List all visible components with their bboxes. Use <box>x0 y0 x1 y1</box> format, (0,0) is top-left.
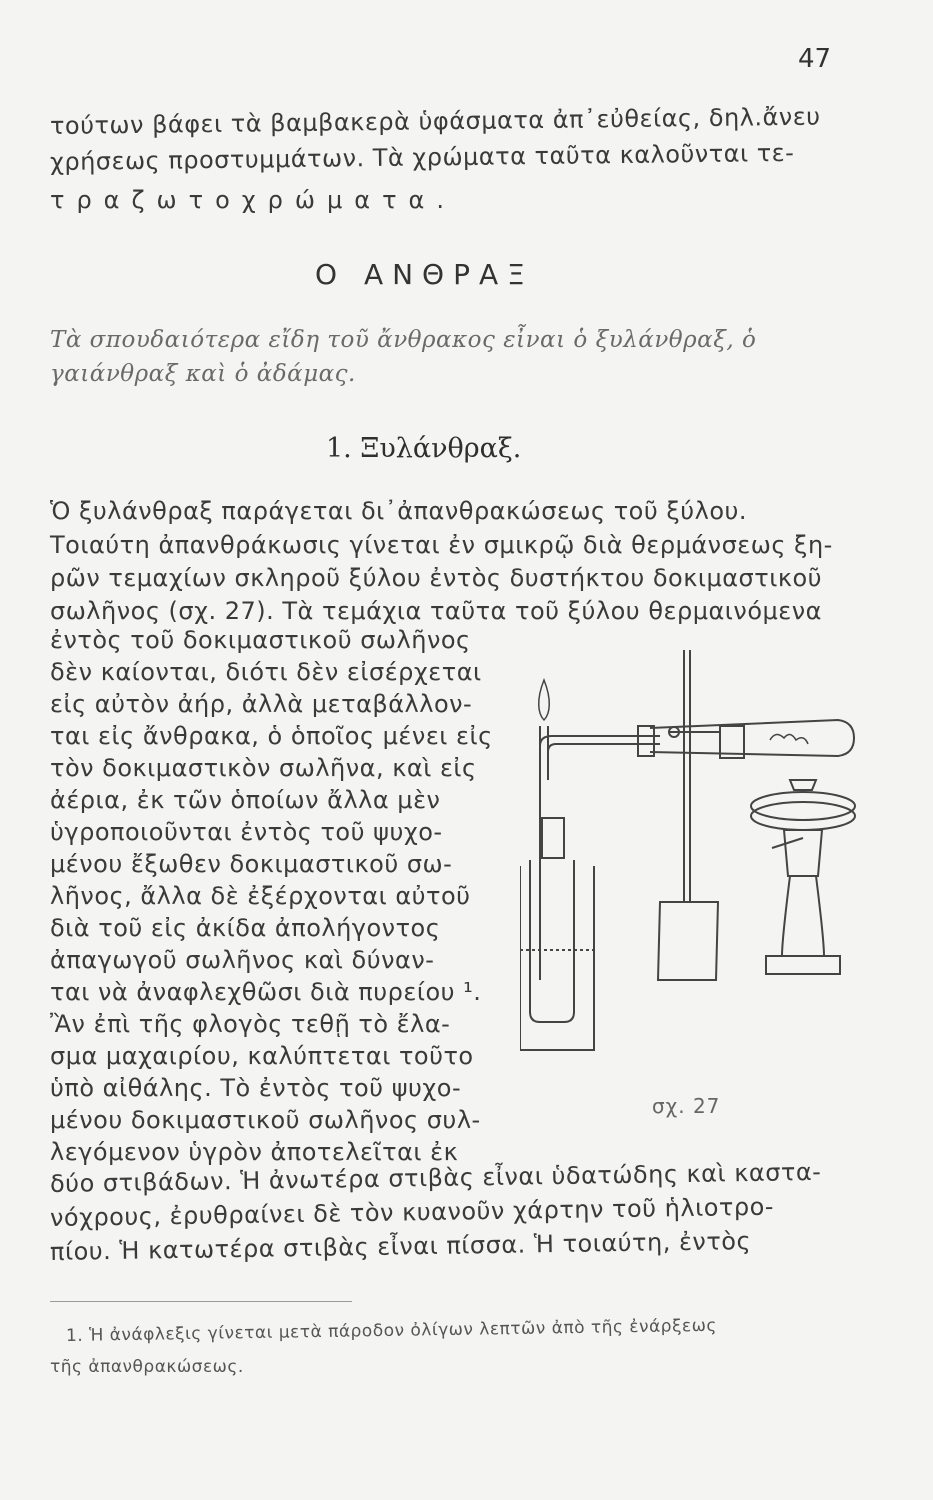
section-heading: Ο ΑΝΘΡΑΞ <box>315 258 534 291</box>
summary-line: γαιάνθραξ καὶ ὁ ἀδάμας. <box>50 361 356 387</box>
body-line: λῆνος, ἄλλα δὲ ἐξέρχονται αὐτοῦ <box>50 882 471 910</box>
body-line: ἀπαγωγοῦ σωλῆνος καὶ δύναν- <box>50 946 435 974</box>
body-line: ὑγροποιοῦνται ἐντὸς τοῦ ψυχο- <box>50 818 443 846</box>
page-number: 47 <box>798 44 832 74</box>
body-line: λεγόμενον ὑγρὸν ἀποτελεῖται ἐκ <box>50 1138 459 1166</box>
body-line: ται νὰ ἀναφλεχθῶσι διὰ πυρείου ¹. <box>50 978 482 1006</box>
subsection-heading: 1. Ξυλάνθραξ. <box>326 433 522 464</box>
intro-line: τούτων βάφει τὰ βαμβακερὰ ὑφάσματα ἀπ᾽εὐθείας, δηλ.ἄνευ <box>49 102 821 140</box>
body-line: τὸν δοκιμαστικὸν σωλῆνα, καὶ εἰς <box>50 754 477 782</box>
body-line: δύο στιβάδων. Ἡ ἀνωτέρα στιβὰς εἶναι ὑδατώδης καὶ καστα- <box>49 1157 822 1198</box>
body-line: νόχρους, ἐρυθραίνει δὲ τὸν κυανοῦν χάρτην τοῦ ἡλιοτρο- <box>49 1192 775 1232</box>
summary-line: Τὰ σπουδαιότερα εἴδη τοῦ ἄνθρακος εἶναι ὁ ξυλάνθραξ, ὁ <box>50 327 757 353</box>
figure-caption: σχ. 27 <box>652 1094 721 1118</box>
body-line: Ὁ ξυλάνθραξ παράγεται δι᾽ἀπανθρακώσεως τοῦ ξύλου. <box>50 497 748 525</box>
body-line: Τοιαύτη ἀπανθράκωσις γίνεται ἐν σμικρῷ διὰ θερμάνσεως ξη- <box>50 531 833 559</box>
footnote-line: τῆς ἀπανθρακώσεως. <box>50 1357 244 1377</box>
body-line: διὰ τοῦ εἰς ἀκίδα ἀπολήγοντος <box>50 914 441 942</box>
body-line: ὑπὸ αἰθάλης. Τὸ ἐντὸς τοῦ ψυχο- <box>50 1074 462 1102</box>
body-line: Ἂν ἐπὶ τῆς φλογὸς τεθῇ τὸ ἔλα- <box>50 1010 451 1038</box>
footnote-rule <box>50 1301 352 1302</box>
intro-line: χρήσεως προστυμμάτων. Τὰ χρώματα ταῦτα καλοῦνται τε- <box>49 138 795 176</box>
body-line: ρῶν τεμαχίων σκληροῦ ξύλου ἐντὸς δυστήκτου δοκιμαστικοῦ <box>50 564 823 592</box>
intro-line: τραζωτοχρώματα. <box>50 186 456 214</box>
body-line: μένου ἔξωθεν δοκιμαστικοῦ σω- <box>50 850 453 878</box>
body-line: πίου. Ἡ κατωτέρα στιβὰς εἶναι πίσσα. Ἡ τοιαύτη, ἐντὸς <box>49 1226 752 1266</box>
body-line: σμα μαχαιρίου, καλύπτεται τοῦτο <box>50 1042 474 1070</box>
body-line: δὲν καίονται, διότι δὲν εἰσέρχεται <box>50 658 482 686</box>
body-line: μένου δοκιμαστικοῦ σωλῆνος συλ- <box>50 1106 481 1134</box>
body-line: εἰς αὐτὸν ἀήρ, ἀλλὰ μεταβάλλον- <box>50 690 473 718</box>
body-line: ἀέρια, ἐκ τῶν ὁποίων ἄλλα μὲν <box>50 786 441 814</box>
apparatus-illustration <box>520 640 860 1080</box>
body-line: σωλῆνος (σχ. 27). Τὰ τεμάχια ταῦτα τοῦ ξύλου θερμαινόμενα <box>50 597 822 625</box>
footnote-line: 1. Ἡ ἀνάφλεξις γίνεται μετὰ πάροδον ὀλίγων λεπτῶν ἀπὸ τῆς ἐνάρξεως <box>65 1315 718 1346</box>
body-line: ται εἰς ἄνθρακα, ὁ ὁποῖος μένει εἰς <box>50 722 493 750</box>
body-line: ἐντὸς τοῦ δοκιμαστικοῦ σωλῆνος <box>50 626 471 654</box>
